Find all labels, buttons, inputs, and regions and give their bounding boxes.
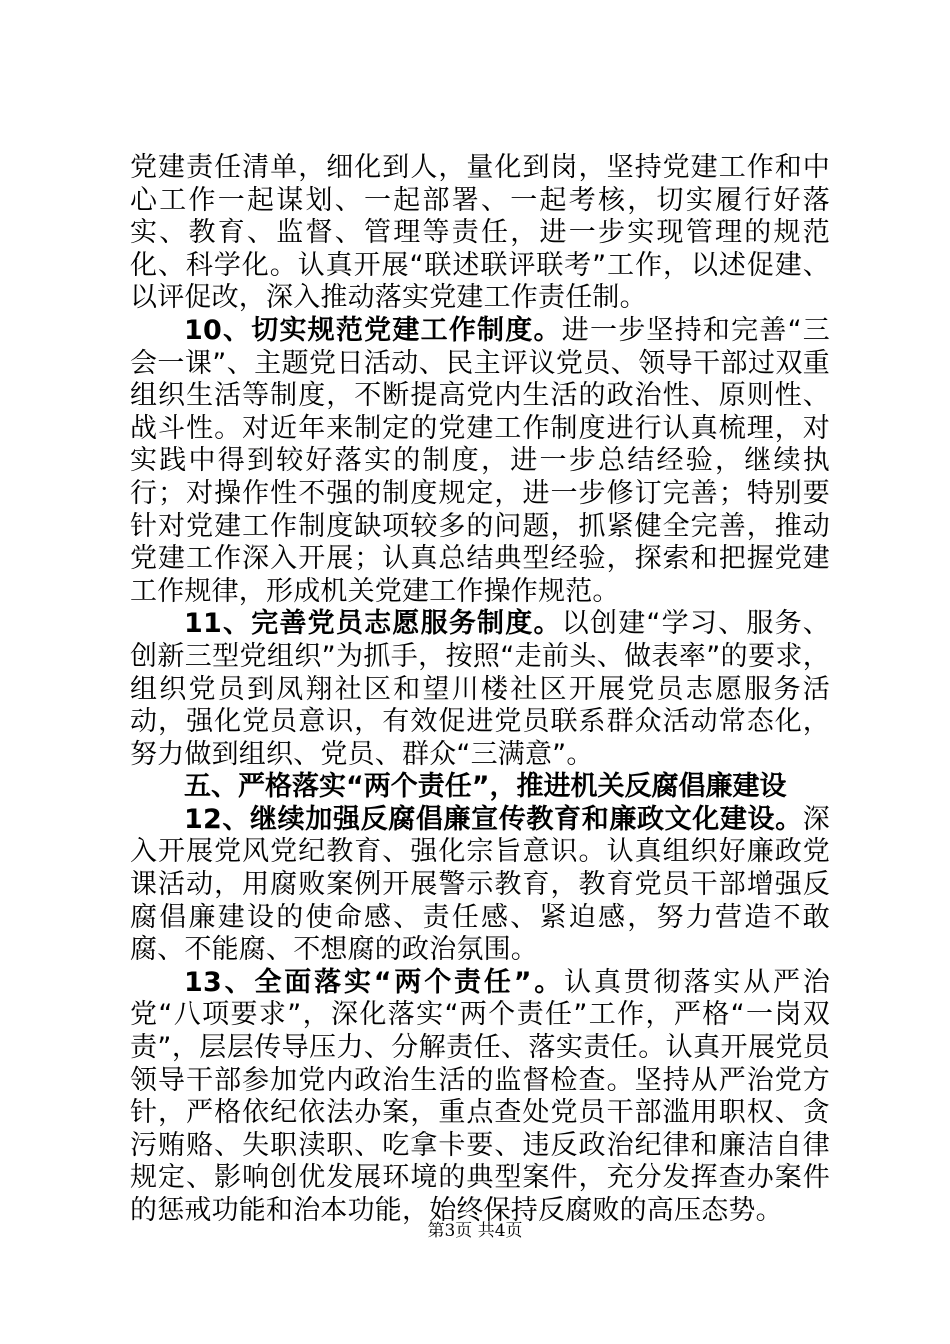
item-13-body: 认真贯彻落实从严治党“八项要求”，深化落实“两个责任”工作，严格“一岗双责”，层层传导压力、分解责任、落实责任。认真开展党员领导干部参加党内政治生活的监督检查。坚持从严治党方针，严格依纪依法办案，重点查处党员干部滥用职权、贪污贿赂、失职渎职、吃拿卡要、违反政治纪律和廉洁自律规定、影响创优发展环境的典型案件，充分发挥查办案件的惩戒功能和治本功能，始终保持反腐败的高压态势。 [130, 966, 830, 1226]
item-12-lead: 12、继续加强反腐倡廉宣传教育和廉政文化建设。 [184, 803, 803, 835]
item-12-body: 深入开展党风党纪教育、强化宗旨意识。认真组织好廉政党课活动，用腐败案例开展警示教育，教育党员干部增强反腐倡廉建设的使命感、责任感、紧迫感，努力营造不敢腐、不能腐、不想腐的政治氛围。 [130, 803, 830, 966]
paragraph-item-13 [130, 967, 830, 1228]
page-number-footer: 第3页 共4页 [427, 1221, 523, 1241]
paragraph-continued: 党建责任清单，细化到人，量化到岗，坚持党建工作和中心工作一起谋划、一起部署、一起考核，切实履行好落实、教育、监督、管理等责任，进一步实现管理的规范化、科学化。认真开展“联述联评联考”工作，以述促建、以评促改，深入推动落实党建工作责任制。 [130, 152, 830, 314]
section-5-heading: 五、严格落实“两个责任”，推进机关反腐倡廉建设 [184, 771, 787, 803]
item-10-lead: 10、切实规范党建工作制度。 [184, 314, 562, 346]
item-11-lead: 11、完善党员志愿服务制度。 [184, 608, 562, 640]
paragraph-item-10 [130, 315, 830, 608]
paragraph-item-12 [130, 804, 830, 967]
paragraph-item-11 [130, 608, 830, 771]
item-10-body: 进一步坚持和完善“三会一课”、主题党日活动、民主评议党员、领导干部过双重组织生活等制度，不断提高党内生活的政治性、原则性、战斗性。对近年来制定的党建工作制度进行认真梳理，对实践中得到较好落实的制度，进一步总结经验，继续执行；对操作性不强的制度规定，进一步修订完善；特别要针对党建工作制度缺项较多的问题，抓紧健全完善，推动党建工作深入开展；认真总结典型经验，探索和把握党建工作规律，形成机关党建工作操作规范。 [130, 314, 830, 607]
item-11-body: 以创建“学习、服务、创新三型党组织”为抓手，按照“走前头、做表率”的要求，组织党员到凤翔社区和望川楼社区开展党员志愿服务活动，强化党员意识，有效促进党员联系群众活动常态化，努力做到组织、党员、群众“三满意”。 [130, 608, 830, 770]
document-body [130, 152, 830, 1228]
item-13-lead: 13、全面落实“两个责任”。 [184, 966, 565, 998]
